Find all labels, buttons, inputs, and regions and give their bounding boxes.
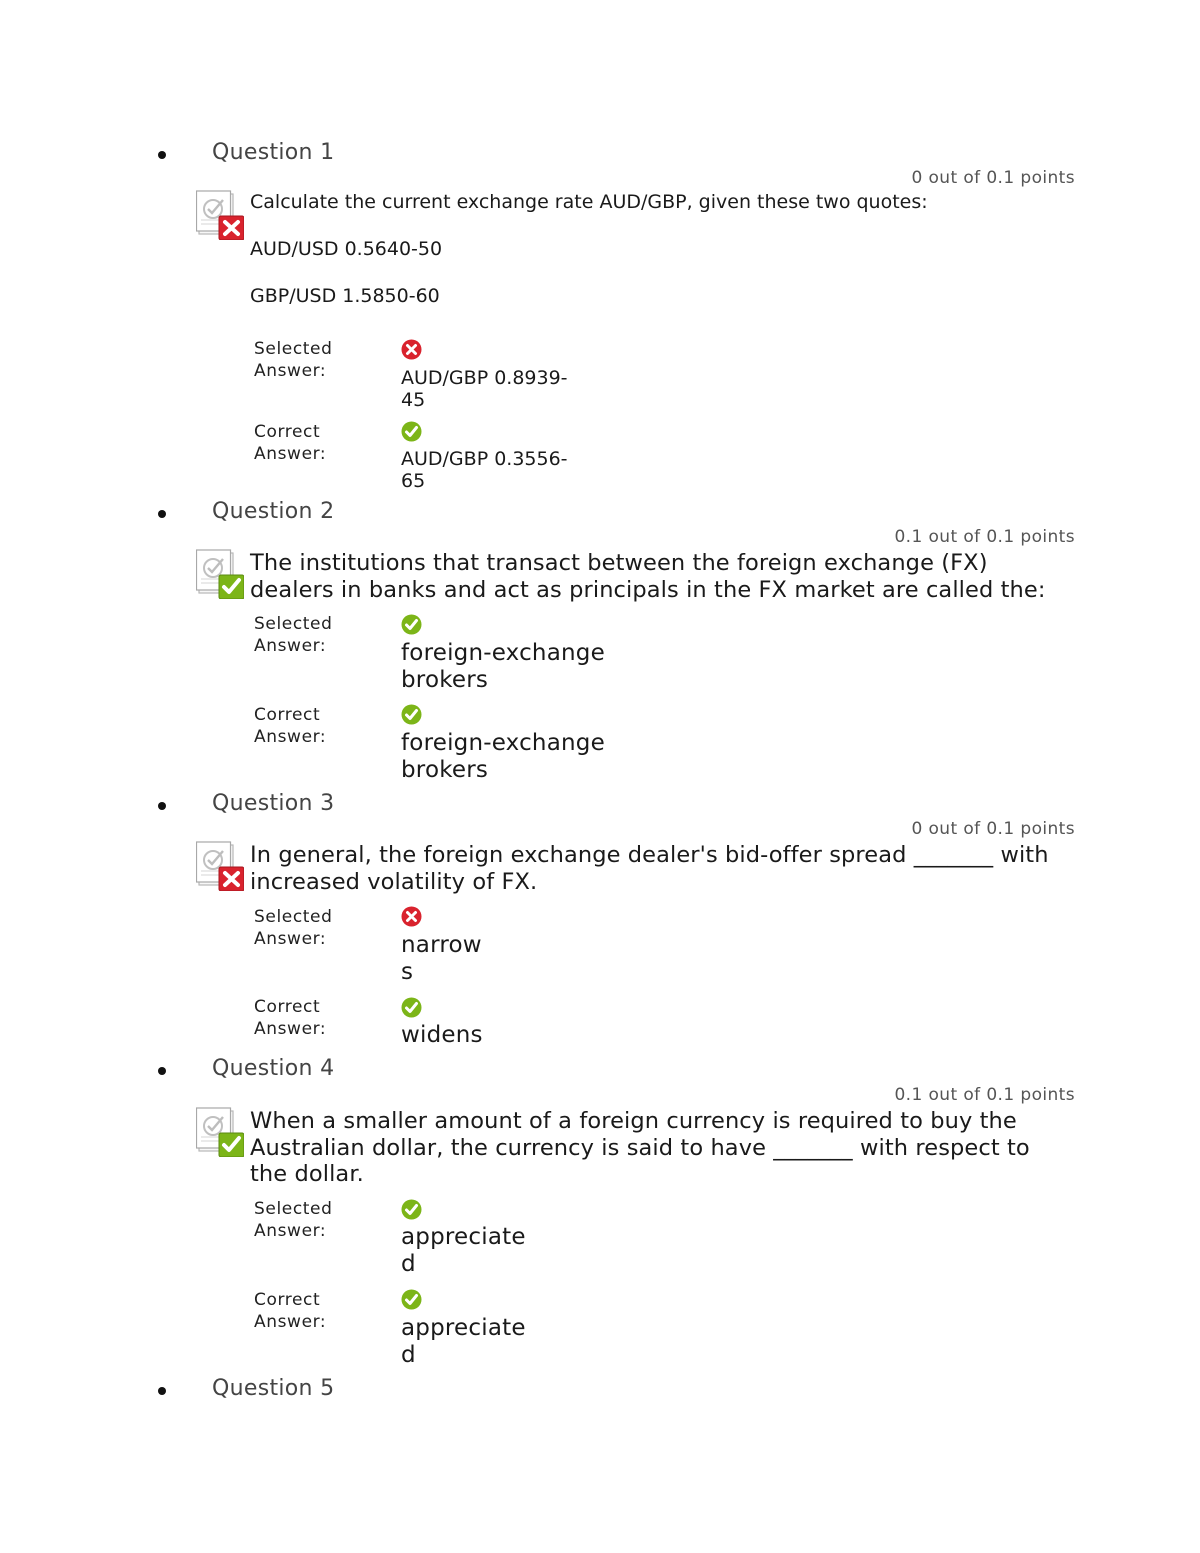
selected-answer-value: foreign-exchange brokers	[401, 640, 605, 693]
list-bullet	[158, 510, 166, 518]
question-points: 0.1 out of 0.1 points	[894, 527, 1075, 547]
question-text: Calculate the current exchange rate AUD/GBP, given these two quotes:	[250, 191, 928, 213]
question-points: 0.1 out of 0.1 points	[894, 1085, 1075, 1105]
question-points: 0 out of 0.1 points	[911, 168, 1075, 188]
correct-answer-label: Correct Answer:	[254, 422, 327, 464]
selected-answer-value: appreciate d	[401, 1224, 526, 1277]
selected-answer-label: Selected Answer:	[254, 907, 333, 949]
check-icon	[401, 421, 422, 442]
cross-icon	[401, 339, 422, 360]
selected-answer-label: Selected Answer:	[254, 1199, 333, 1241]
question-text: The institutions that transact between the foreign exchange (FX) dealers in banks and act as principals in the FX market are called the:	[250, 550, 1046, 603]
list-bullet	[158, 151, 166, 159]
cross-icon	[219, 867, 244, 891]
list-bullet	[158, 1067, 166, 1075]
check-icon	[219, 1133, 244, 1157]
correct-answer-value: foreign-exchange brokers	[401, 730, 605, 783]
question-title: Question 2	[212, 499, 335, 524]
cross-icon	[219, 216, 244, 240]
correct-answer-value: AUD/GBP 0.3556- 65	[401, 448, 568, 492]
selected-answer-label: Selected Answer:	[254, 614, 333, 656]
question-text: When a smaller amount of a foreign currency is required to buy the Australian dollar, the currency is said to have _______ with respect to the dollar.	[250, 1108, 1030, 1187]
cross-icon	[401, 906, 422, 927]
correct-answer-value: appreciate d	[401, 1315, 526, 1368]
question-text: In general, the foreign exchange dealer's bid-offer spread _______ with increased volatility of FX.	[250, 842, 1049, 895]
graded-question-icon	[196, 549, 244, 599]
graded-question-icon	[196, 190, 244, 240]
list-bullet	[158, 802, 166, 810]
correct-answer-label: Correct Answer:	[254, 1290, 327, 1332]
selected-answer-value: narrow s	[401, 932, 482, 985]
check-icon	[401, 614, 422, 635]
quote-line: AUD/USD 0.5640-50	[250, 238, 443, 260]
question-title: Question 3	[212, 791, 335, 816]
check-icon	[401, 1289, 422, 1310]
graded-question-icon	[196, 841, 244, 891]
check-icon	[401, 704, 422, 725]
check-icon	[401, 1199, 422, 1220]
check-icon	[219, 575, 244, 599]
correct-answer-label: Correct Answer:	[254, 705, 327, 747]
question-points: 0 out of 0.1 points	[911, 819, 1075, 839]
correct-answer-value: widens	[401, 1022, 483, 1048]
graded-question-icon	[196, 1107, 244, 1157]
list-bullet	[158, 1387, 166, 1395]
question-title: Question 4	[212, 1056, 335, 1081]
quote-line: GBP/USD 1.5850-60	[250, 285, 440, 307]
question-title: Question 5	[212, 1376, 335, 1401]
selected-answer-label: Selected Answer:	[254, 339, 333, 381]
check-icon	[401, 997, 422, 1018]
selected-answer-value: AUD/GBP 0.8939- 45	[401, 367, 568, 411]
question-title: Question 1	[212, 140, 335, 165]
correct-answer-label: Correct Answer:	[254, 997, 327, 1039]
